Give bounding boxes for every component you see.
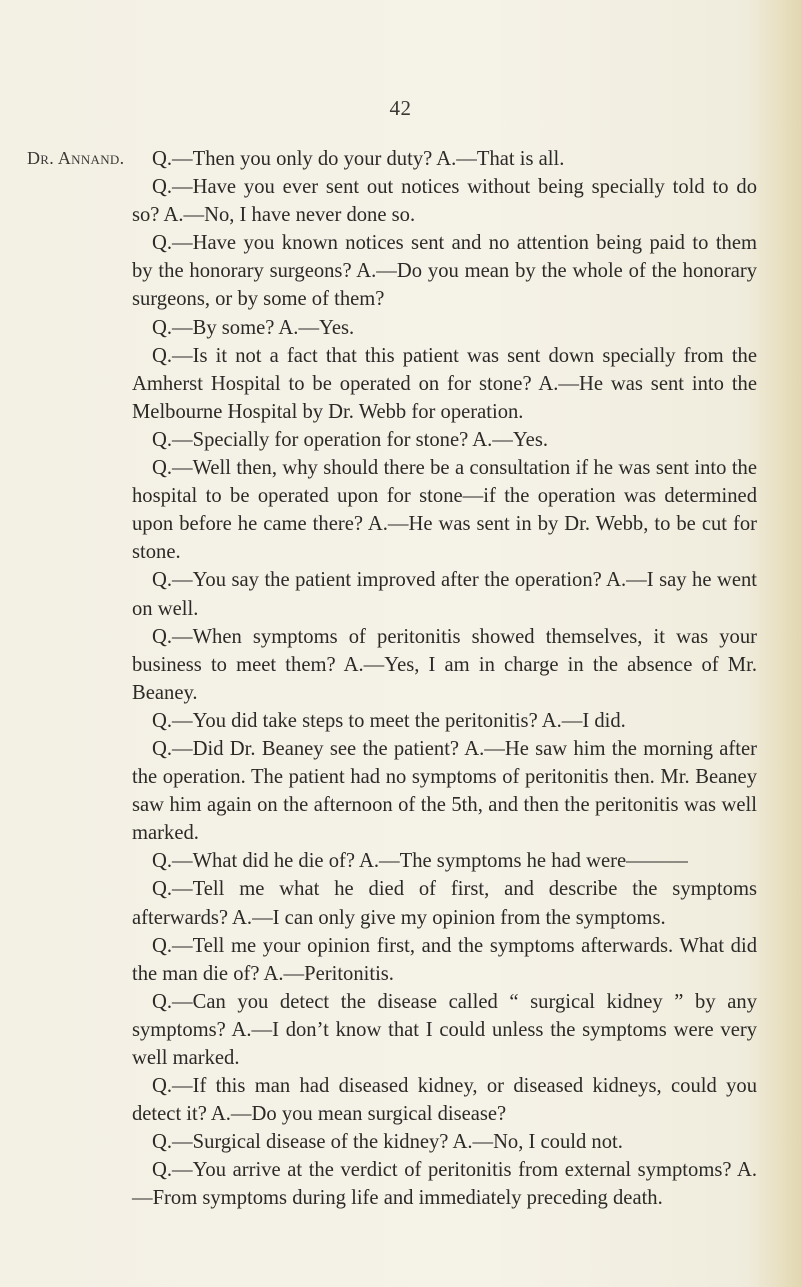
paragraph: Q.—Did Dr. Beaney see the patient? A.—He saw him the morning after the operation. The patient had no symptoms of peritonitis then. Mr. Beaney saw him again on the afternoon of the 5th, and then the peritonitis was well marked. [132, 737, 757, 845]
page-number: 42 [389, 96, 412, 120]
paragraph: Q.—Is it not a fact that this patient was sent down specially from the Amherst Hospital to be operated on for stone? A.—He was sent into the Melbourne Hospital by Dr. Webb for operation. [132, 344, 757, 423]
paragraph: Q.—Tell me your opinion first, and the symptoms afterwards. What did the man die of? A.—Peritonitis. [132, 934, 757, 985]
paragraph: Q.—Surgical disease of the kidney? A.—No, I could not. [152, 1131, 623, 1154]
paragraph: Q.—Tell me what he died of first, and describe the symptoms afterwards? A.—I can only give my opinion from the symptoms. [132, 878, 757, 929]
paragraph: Q.—Well then, why should there be a consultation if he was sent into the hospital to be operated upon for stone—if the operation was determined upon before he came there? A.—He was sent in by Dr. Webb, to be cut for stone. [132, 457, 757, 564]
paragraph: Q.—Specially for operation for stone? A.—Yes. [152, 428, 548, 451]
paragraph: Q.—Have you ever sent out notices without being specially told to do so? A.—No, I have never done so. [132, 176, 757, 227]
testimony-text [132, 145, 757, 1213]
paragraph: Q.—What did he die of? A.—The symptoms he had were——— [152, 850, 688, 873]
paragraph: Q.—Can you detect the disease called “ surgical kidney ” by any symptoms? A.—I don’t know that I could unless the symptoms were very well marked. [132, 990, 757, 1069]
paragraph: Q.—Then you only do your duty? A.—That is all. [152, 148, 565, 170]
paragraph: Q.—You did take steps to meet the peritonitis? A.—I did. [152, 709, 626, 732]
paragraph: Q.—When symptoms of peritonitis showed themselves, it was your business to meet them? A.—Yes, I am in charge in the absence of Mr. Beaney. [132, 625, 757, 704]
paragraph: Q.—You say the patient improved after the operation? A.—I say he went on well. [132, 569, 757, 620]
paragraph: Q.—By some? A.—Yes. [152, 316, 355, 339]
paragraph: Q.—Have you known notices sent and no attention being paid to them by the honorary surgeons? A.—Do you mean by the whole of the honorary surgeons, or by some of them? [132, 232, 757, 311]
witness-side-label: Dr. Annand. [27, 148, 125, 168]
paragraph: Q.—You arrive at the verdict of peritonitis from external symptoms? A.—From symptoms during life and immediately preceding death. [132, 1159, 757, 1210]
paragraph: Q.—If this man had diseased kidney, or diseased kidneys, could you detect it? A.—Do you mean surgical disease? [132, 1075, 757, 1126]
